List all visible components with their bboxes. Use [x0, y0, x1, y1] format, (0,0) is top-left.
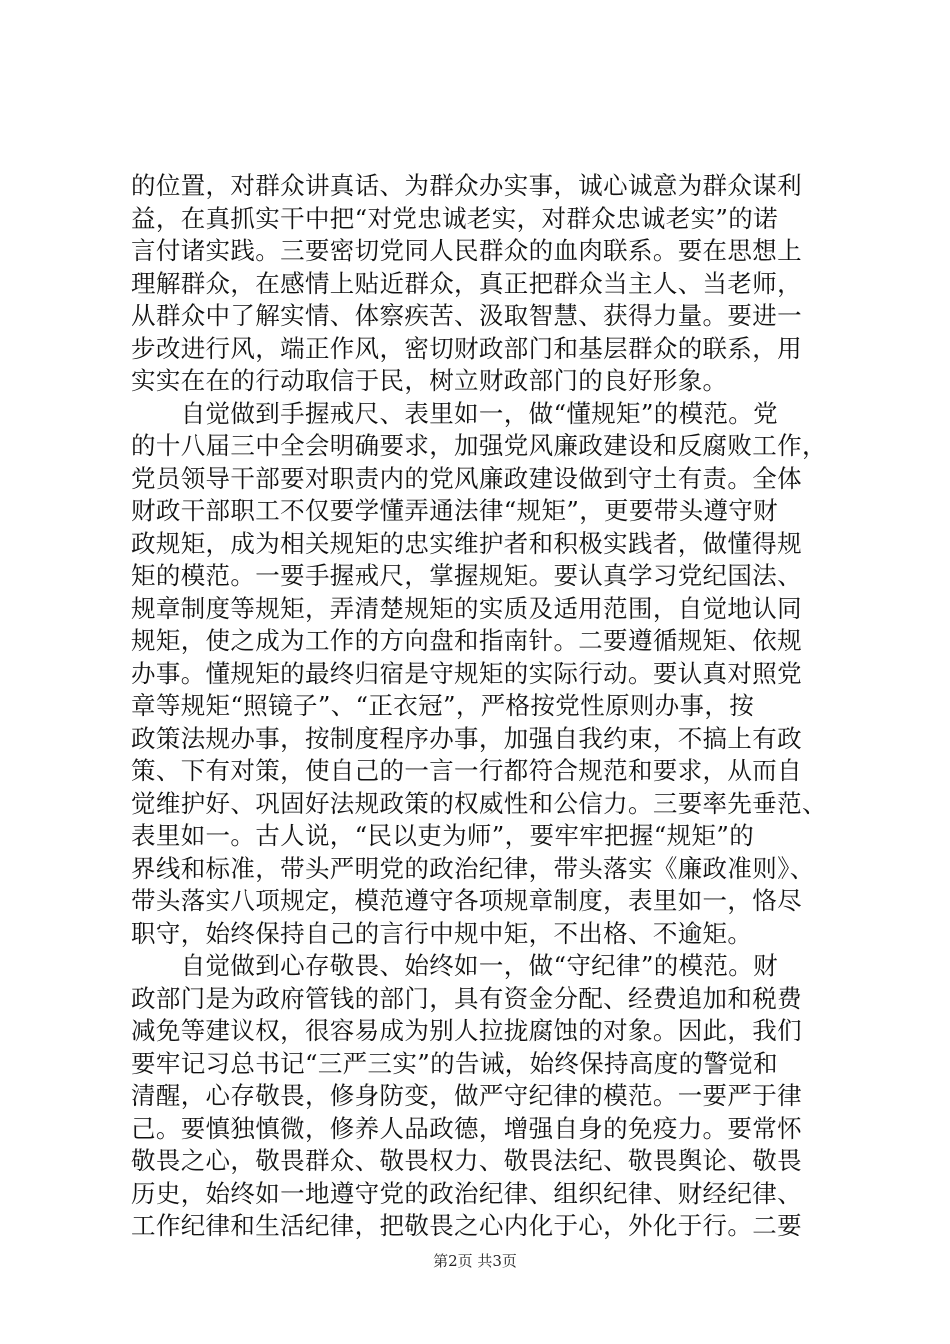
- text-line: 带头落实八项规定，模范遵守各项规章制度，表里如一，恪尽: [131, 886, 802, 915]
- text-line: 政策法规办事，按制度程序办事，加强自我约束，不搞上有政: [131, 723, 802, 753]
- text-line: 规矩，使之成为工作的方向盘和指南针。二要遵循规矩、依规: [131, 626, 802, 655]
- body-text: [131, 170, 831, 1243]
- text-line: 规章制度等规矩，弄清楚规矩的实质及适用范围，自觉地认同: [131, 593, 802, 623]
- text-line: 言付诸实践。三要密切党同人民群众的血肉联系。要在思想上: [131, 236, 802, 265]
- text-line: 的位置，对群众讲真话、为群众办实事，诚心诚意为群众谋利: [131, 171, 802, 200]
- text-line: 职守，始终保持自己的言行中规中矩，不出格、不逾矩。: [131, 918, 753, 948]
- text-line: 步改进行风，端正作风，密切财政部门和基层群众的联系，用: [131, 333, 802, 363]
- page-number-label: 第2页 共3页: [433, 1252, 517, 1270]
- text-line: 政部门是为政府管钱的部门，具有资金分配、经费追加和税费: [131, 983, 802, 1013]
- text-line: 党员领导干部要对职责内的党风廉政建设做到守土有责。全体: [131, 463, 802, 493]
- paragraph-start-line: 自觉做到心存敬畏、始终如一，做“守纪律”的模范。财: [131, 951, 778, 980]
- text-line: 财政干部职工不仅要学懂弄通法律“规矩”，更要带头遵守财: [131, 496, 778, 525]
- page-footer: [0, 1251, 950, 1271]
- text-line: 表里如一。古人说，“民以吏为师”，要牢牢把握“规矩”的: [131, 821, 755, 850]
- text-line: 办事。懂规矩的最终归宿是守规矩的实际行动。要认真对照党: [131, 658, 802, 688]
- text-line: 实实在在的行动取信于民，树立财政部门的良好形象。: [131, 366, 728, 395]
- text-line: 从群众中了解实情、体察疾苦、汲取智慧、获得力量。要进一: [131, 301, 802, 330]
- text-line: 的十八届三中全会明确要求，加强党风廉政建设和反腐败工作，: [131, 431, 827, 460]
- text-line: 清醒，心存敬畏，修身防变，做严守纪律的模范。一要严于律: [131, 1081, 802, 1110]
- text-line: 历史，始终如一地遵守党的政治纪律、组织纪律、财经纪律、: [131, 1178, 802, 1208]
- text-line: 界线和标准，带头严明党的政治纪律，带头落实《廉政准则》、: [131, 853, 815, 883]
- text-line: 要牢记习总书记“三严三实”的告诫，始终保持高度的警觉和: [131, 1048, 778, 1078]
- text-line: 矩的模范。一要手握戒尺，掌握规矩。要认真学习党纪国法、: [131, 561, 802, 590]
- text-line: 减免等建议权，很容易成为别人拉拢腐蚀的对象。因此，我们: [131, 1016, 802, 1045]
- text-line: 理解群众，在感情上贴近群众，真正把群众当主人、当老师，: [131, 268, 802, 298]
- paragraph-start-line: 自觉做到手握戒尺、表里如一，做“懂规矩”的模范。党: [131, 398, 778, 428]
- text-line: 政规矩，成为相关规矩的忠实维护者和积极实践者，做懂得规: [131, 528, 802, 558]
- text-line: 觉维护好、巩固好法规政策的权威性和公信力。三要率先垂范、: [131, 788, 827, 818]
- text-line: 益，在真抓实干中把“对党忠诚老实，对群众忠诚老实”的诺: [131, 203, 778, 233]
- text-line: 策、下有对策，使自己的一言一行都符合规范和要求，从而自: [131, 756, 802, 785]
- text-line: 敬畏之心，敬畏群众、敬畏权力、敬畏法纪、敬畏舆论、敬畏: [131, 1146, 802, 1175]
- text-line: 己。要慎独慎微，修养人品政德，增强自身的免疫力。要常怀: [131, 1113, 802, 1143]
- text-line: 工作纪律和生活纪律，把敬畏之心内化于心，外化于行。二要: [131, 1211, 802, 1240]
- text-line: 章等规矩“照镜子”、“正衣冠”，严格按党性原则办事，按: [131, 691, 755, 720]
